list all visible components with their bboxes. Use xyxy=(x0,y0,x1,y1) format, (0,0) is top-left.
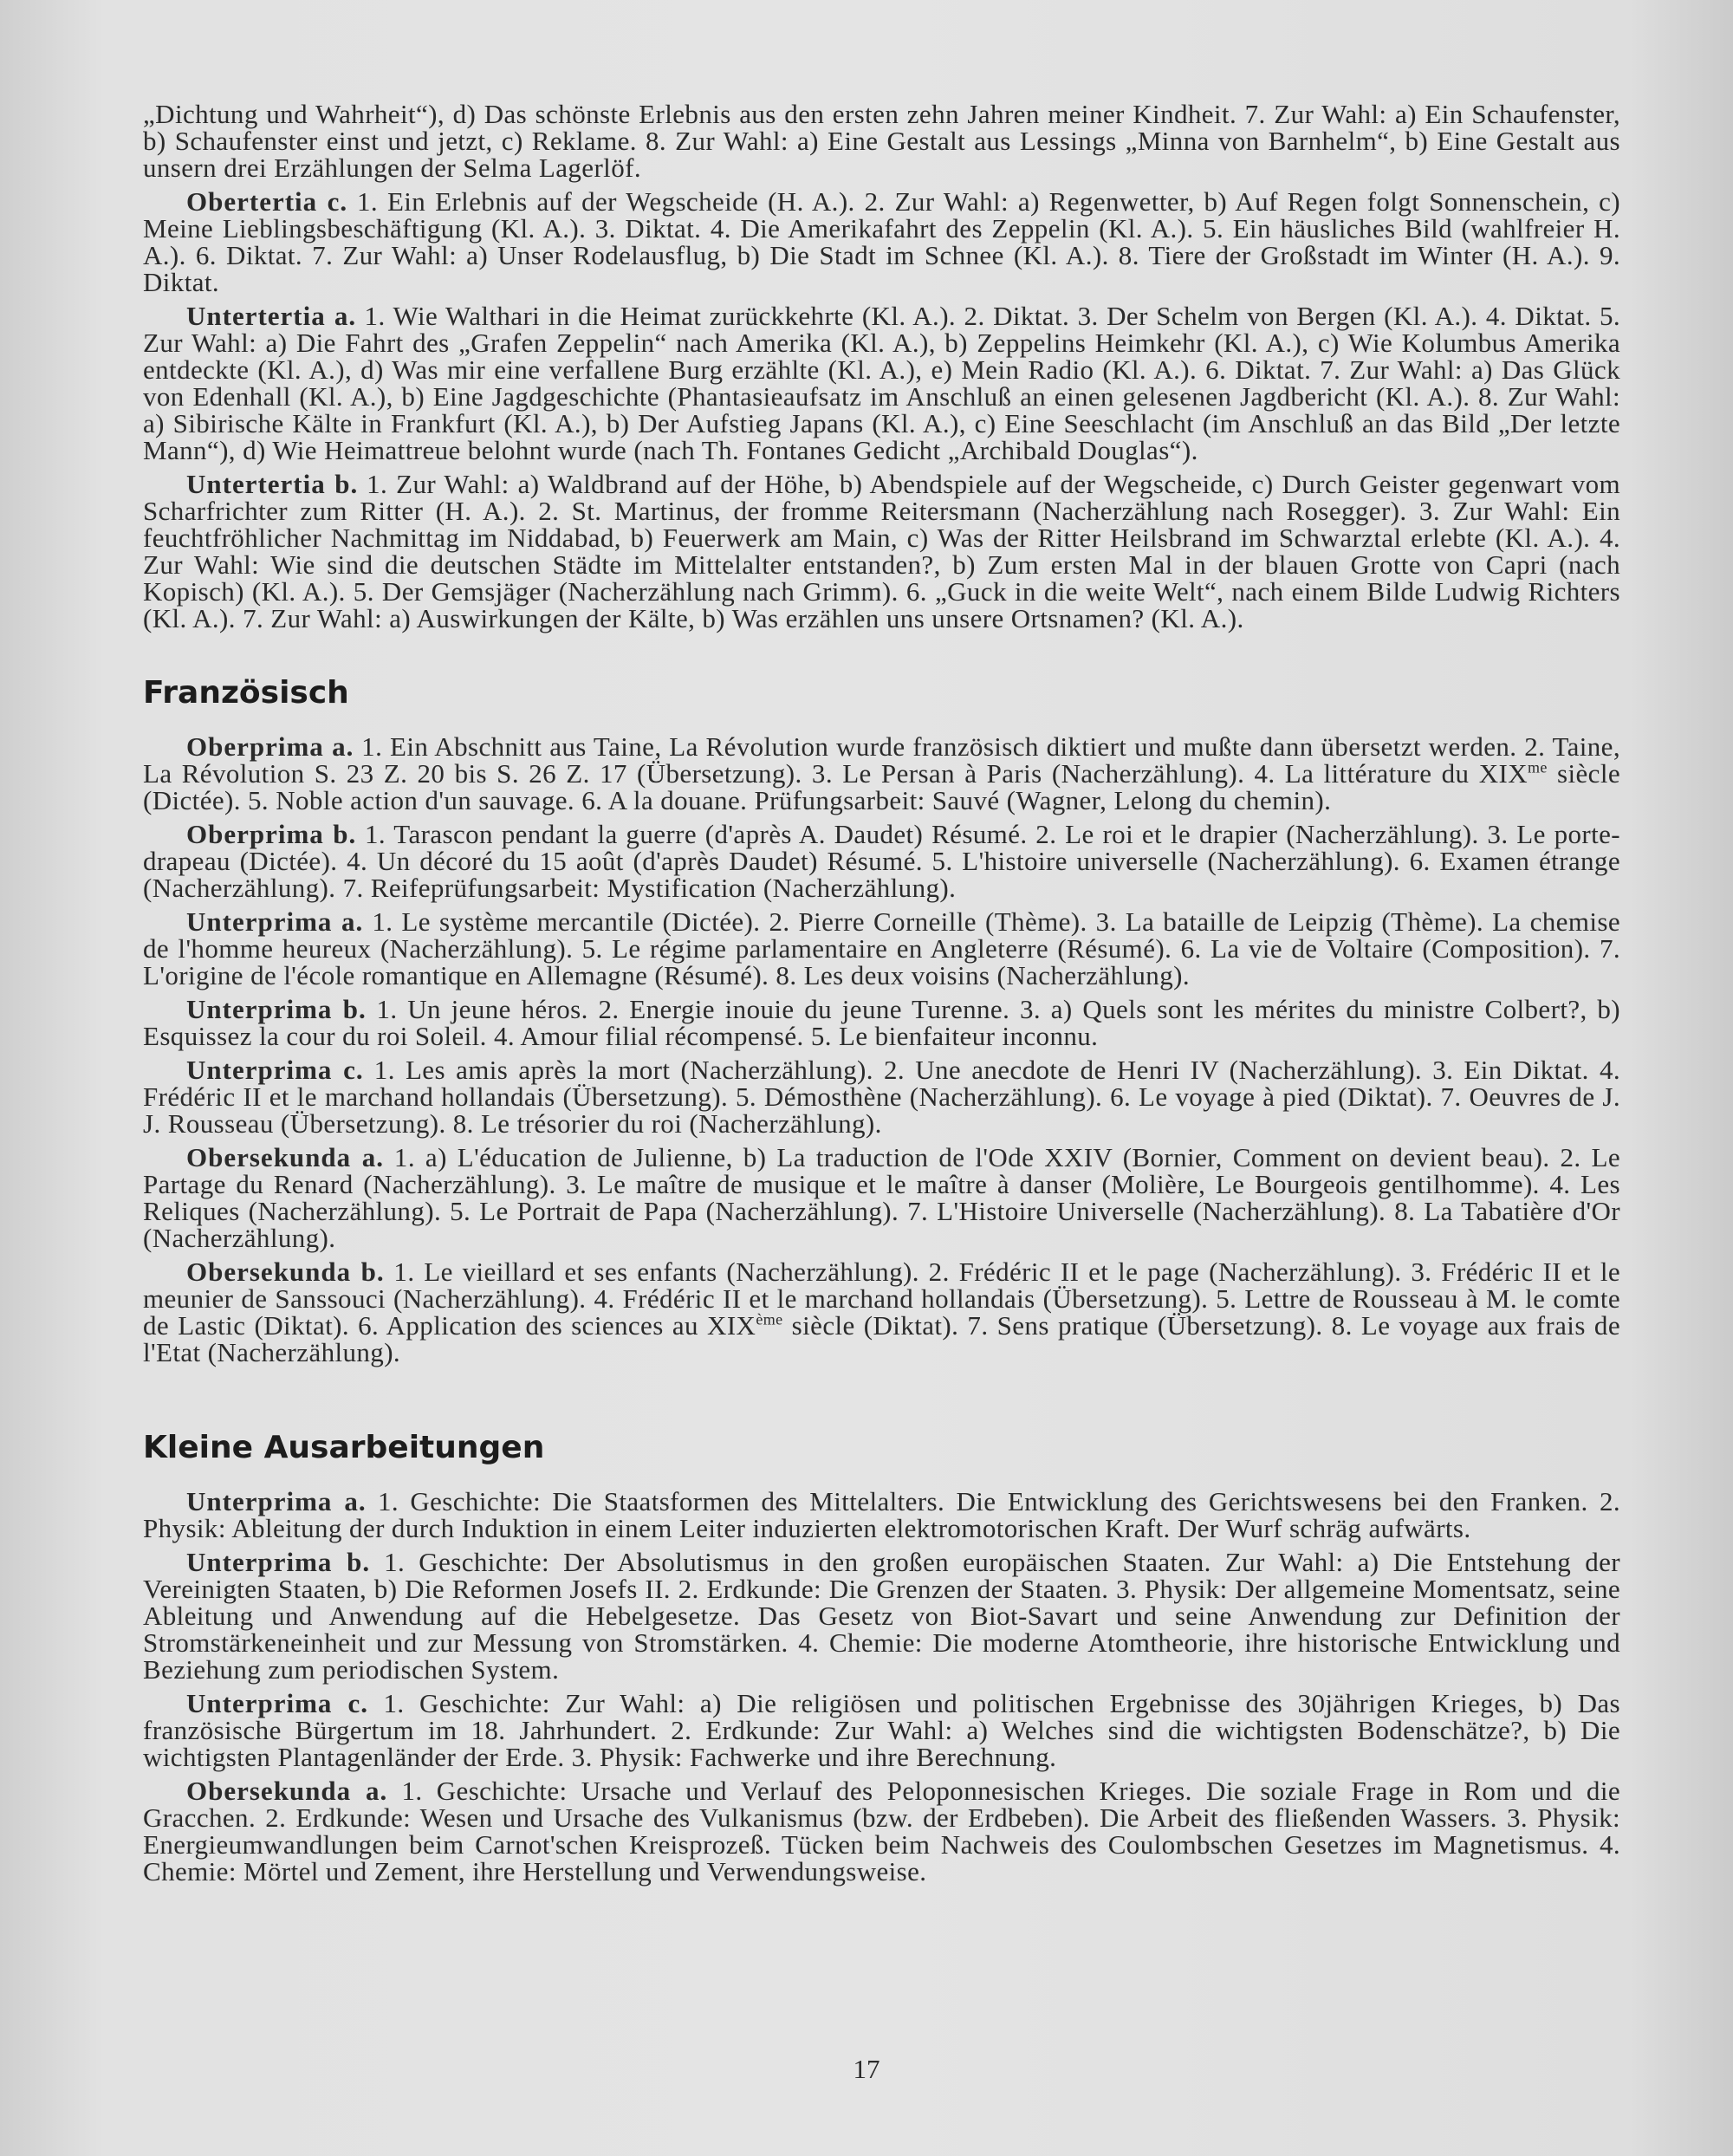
class-heading: Oberprima a. xyxy=(186,731,354,762)
entry-text-cont: siècle (Dictée). 5. Noble action d'un sauvage. 6. A la douane. Prüfungsarbeit: Sauvé (Wagner, Lelong du chemin). xyxy=(143,758,1621,815)
deutsch-obertertia-c xyxy=(143,188,1620,295)
class-heading: Unterprima c. xyxy=(186,1055,364,1085)
entry-text-cont: siècle (Diktat). 7. Sens pratique (Übersetzung). 8. Le voyage aux frais de l'Etat (Nacherzählung). xyxy=(143,1310,1620,1367)
section-heading-franzoesisch: Französisch xyxy=(143,675,349,711)
class-heading: Oberprima b. xyxy=(186,819,357,849)
class-heading: Unterprima b. xyxy=(186,1547,371,1577)
class-heading: Unterprima b. xyxy=(186,994,367,1024)
entry-text: 1. a) L'éducation de Julienne, b) La traduction de l'Ode XXIV (Bornier, Comment on devient beau). 2. Le Partage du Renard (Nacherzählung). 3. Le maître de musique et le maître à danser (Molière, Le Bourgeois gentilhomme). 4. Les Reliques (Nacherzählung). 5. Le Portrait de Papa (Nacherzählung). 7. L'Histoire Universelle (Nacherzählung). 8. La Tabatière d'Or (Nacherzählung). xyxy=(143,1142,1620,1253)
class-heading: Unterprima c. xyxy=(186,1688,369,1718)
ka-unterprima-c xyxy=(143,1690,1620,1770)
deutsch-untertertia-b xyxy=(143,471,1620,632)
entry-text: 1. Geschichte: Die Staatsformen des Mittelalters. Die Entwicklung des Gerichtswesens bei den Franken. 2. Physik: Ableitung der durch Induktion in einem Leiter induzierten elektromotorischen Kraft. Der Wurf schräg aufwärts. xyxy=(143,1486,1621,1543)
fr-unterprima-b xyxy=(143,996,1620,1049)
fr-obersekunda-b xyxy=(143,1258,1620,1366)
fr-oberprima-b xyxy=(143,821,1620,901)
ka-obersekunda-a xyxy=(143,1777,1620,1885)
superscript: me xyxy=(1528,758,1548,776)
page-content xyxy=(143,101,1620,1892)
entry-text: 1. Un jeune héros. 2. Energie inouie du jeune Turenne. 3. a) Quels sont les mérites du ministre Colbert?, b) Esquissez la cour du roi Soleil. 4. Amour filial récompensé. 5. Le bienfaiteur inconnu. xyxy=(143,994,1620,1051)
fr-obersekunda-a xyxy=(143,1144,1620,1251)
class-heading: Untertertia b. xyxy=(186,469,359,499)
page-number: 17 xyxy=(853,2054,880,2084)
entry-text: 1. Ein Erlebnis auf der Wegscheide (H. A.). 2. Zur Wahl: a) Regenwetter, b) Auf Regen folgt Sonnenschein, c) Meine Lieblingsbeschäftigung (Kl. A.). 3. Diktat. 4. Die Amerikafahrt des Zeppelin (Kl. A.). 5. Ein häusliches Bild (wahlfreier H. A.). 6. Diktat. 7. Zur Wahl: a) Unser Rodelausflug, b) Die Stadt im Schnee (Kl. A.). 8. Tiere der Großstadt im Winter (H. A.). 9. Diktat. xyxy=(143,186,1620,297)
ka-unterprima-b xyxy=(143,1549,1620,1683)
fr-unterprima-a xyxy=(143,908,1620,989)
entry-text: 1. Les amis après la mort (Nacherzählung). 2. Une anecdote de Henri IV (Nacherzählung). 3. Ein Diktat. 4. Frédéric II et le marchand hollandais (Übersetzung). 5. Démosthène (Nacherzählung). 6. Le voyage à pied (Diktat). 7. Oeuvres de J. J. Rousseau (Übersetzung). 8. Le trésorier du roi (Nacherzählung). xyxy=(143,1055,1620,1139)
entry-text: 1. Le système mercantile (Dictée). 2. Pierre Corneille (Thème). 3. La bataille de Leipzig (Thème). La chemise de l'homme heureux (Nacherzählung). 5. Le régime parlamentaire en Angleterre (Résumé). 6. La vie de Voltaire (Composition). 7. L'origine de l'école romantique en Allemagne (Résumé). 8. Les deux voisins (Nacherzählung). xyxy=(143,906,1620,990)
entry-text: 1. Zur Wahl: a) Waldbrand auf der Höhe, b) Abendspiele auf der Wegscheide, c) Durch Geister gegenwart vom Scharfrichter zum Ritter (H. A.). 2. St. Martinus, der fromme Reitersmann (Nacherzählung nach Rosegger). 3. Zur Wahl: Ein feuchtfröhlicher Nachmittag im Niddabad, b) Feuerwerk am Main, c) Was der Ritter Heilsbrand im Schwarztal erlebte (Kl. A.). 4. Zur Wahl: Wie sind die deutschen Städte im Mittelalter entstanden?, b) Zum ersten Mal in der blauen Grotte von Capri (nach Kopisch) (Kl. A.). 5. Der Gemsjäger (Nacherzählung nach Grimm). 6. „Guck in die weite Welt“, nach einem Bilde Ludwig Richters (Kl. A.). 7. Zur Wahl: a) Auswirkungen der Kälte, b) Was erzählen uns unsere Ortsnamen? (Kl. A.). xyxy=(143,469,1620,633)
entry-text: 1. Wie Walthari in die Heimat zurückkehrte (Kl. A.). 2. Diktat. 3. Der Schelm von Bergen (Kl. A.). 4. Diktat. 5. Zur Wahl: a) Die Fahrt des „Grafen Zeppelin“ nach Amerika (Kl. A.), b) Zeppelins Heimkehr (Kl. A.), c) Wie Kolumbus Amerika entdeckte (Kl. A.), d) Was mir eine verfallene Burg erzählte (Kl. A.), e) Mein Radio (Kl. A.). 6. Diktat. 7. Zur Wahl: a) Das Glück von Edenhall (Kl. A.), b) Eine Jagdgeschichte (Phantasieaufsatz im Anschluß an einen gelesenen Jagdbericht (Kl. A.). 8. Zur Wahl: a) Sibirische Kälte in Frankfurt (Kl. A.), b) Der Aufstieg Japans (Kl. A.), c) Eine Seeschlacht (im Anschluß an das Bild „Der letzte Mann“), d) Wie Heimattreue belohnt wurde (nach Th. Fontanes Gedicht „Archibald Douglas“). xyxy=(143,301,1620,465)
fr-unterprima-c xyxy=(143,1056,1620,1137)
class-heading: Obersekunda a. xyxy=(186,1776,388,1806)
class-heading: Untertertia a. xyxy=(186,301,357,331)
entry-text: 1. Geschichte: Zur Wahl: a) Die religiösen und politischen Ergebnisse des 30jährigen Krieges, b) Das französische Bürgertum im 18. Jahrhundert. 2. Erdkunde: Zur Wahl: a) Welches sind die wichtigsten Bodenschätze?, b) Die wichtigsten Plantagenländer der Erde. 3. Physik: Fachwerke und ihre Berechnung. xyxy=(143,1688,1620,1772)
class-heading: Unterprima a. xyxy=(186,1486,367,1516)
ka-unterprima-a xyxy=(143,1488,1620,1542)
entry-text: 1. Tarascon pendant la guerre (d'après A. Daudet) Résumé. 2. Le roi et le drapier (Nacherzählung). 3. Le porte-drapeau (Dictée). 4. Un décoré du 15 août (d'après Daudet) Résumé. 5. L'histoire universelle (Nacherzählung). 6. Examen étrange (Nacherzählung). 7. Reifeprüfungsarbeit: Mystification (Nacherzählung). xyxy=(143,819,1620,903)
fr-oberprima-a xyxy=(143,733,1620,814)
entry-text: 1. Le vieillard et ses enfants (Nacherzählung). 2. Frédéric II et le page (Nacherzählung). 3. Frédéric II et le meunier de Sanssouci (Nacherzählung). 4. Frédéric II et le marchand hollandais (Übersetzung). 5. Lettre de Rousseau à M. le comte de Lastic (Diktat). 6. Application des sciences au XIX xyxy=(143,1257,1621,1341)
entry-text: 1. Ein Abschnitt aus Taine, La Révolution wurde französisch diktiert und mußte dann übersetzt werden. 2. Taine, La Révolution S. 23 Z. 20 bis S. 26 Z. 17 (Übersetzung). 3. Le Persan à Paris (Nacherzählung). 4. La littérature du XIX xyxy=(143,731,1620,789)
entry-text: 1. Geschichte: Der Absolutismus in den großen europäischen Staaten. Zur Wahl: a) Die Entstehung der Vereinigten Staaten, b) Die Reformen Josefs II. 2. Erdkunde: Die Grenzen der Staaten. 3. Physik: Der allgemeine Momentsatz, seine Ableitung und Anwendung auf die Hebelgesetze. Das Gesetz von Biot-Savart und seine Anwendung zur Definition der Stromstärkeneinheit und zur Messung von Stromstärken. 4. Chemie: Die moderne Atomtheorie, ihre historische Entwicklung und Beziehung zum periodischen System. xyxy=(143,1547,1620,1685)
class-heading: Obertertia c. xyxy=(186,186,348,217)
section-heading-kleine-ausarbeitungen: Kleine Ausarbeitungen xyxy=(143,1430,545,1465)
deutsch-continuation: „Dichtung und Wahrheit“), d) Das schönste Erlebnis aus den ersten zehn Jahren meiner Kindheit. 7. Zur Wahl: a) Ein Schaufenster, b) Schaufenster einst und jetzt, c) Reklame. 8. Zur Wahl: a) Eine Gestalt aus Lessings „Minna von Barnhelm“, b) Eine Gestalt aus unsern drei Erzählungen der Selma Lagerlöf. xyxy=(143,99,1620,183)
superscript: ème xyxy=(756,1310,783,1328)
deutsch-untertertia-a xyxy=(143,302,1620,464)
class-heading: Unterprima a. xyxy=(186,906,364,937)
entry-text: 1. Geschichte: Ursache und Verlauf des Peloponnesischen Krieges. Die soziale Frage in Rom und die Gracchen. 2. Erdkunde: Wesen und Ursache des Vulkanismus (bzw. der Erdbeben). Die Arbeit des fließenden Wassers. 3. Physik: Energieumwandlungen beim Carnot'schen Kreisprozeß. Tücken beim Nachweis des Coulombschen Gesetzes im Magnetismus. 4. Chemie: Mörtel und Zement, ihre Herstellung und Verwendungsweise. xyxy=(143,1776,1620,1886)
class-heading: Obersekunda b. xyxy=(186,1257,385,1287)
class-heading: Obersekunda a. xyxy=(186,1142,384,1172)
